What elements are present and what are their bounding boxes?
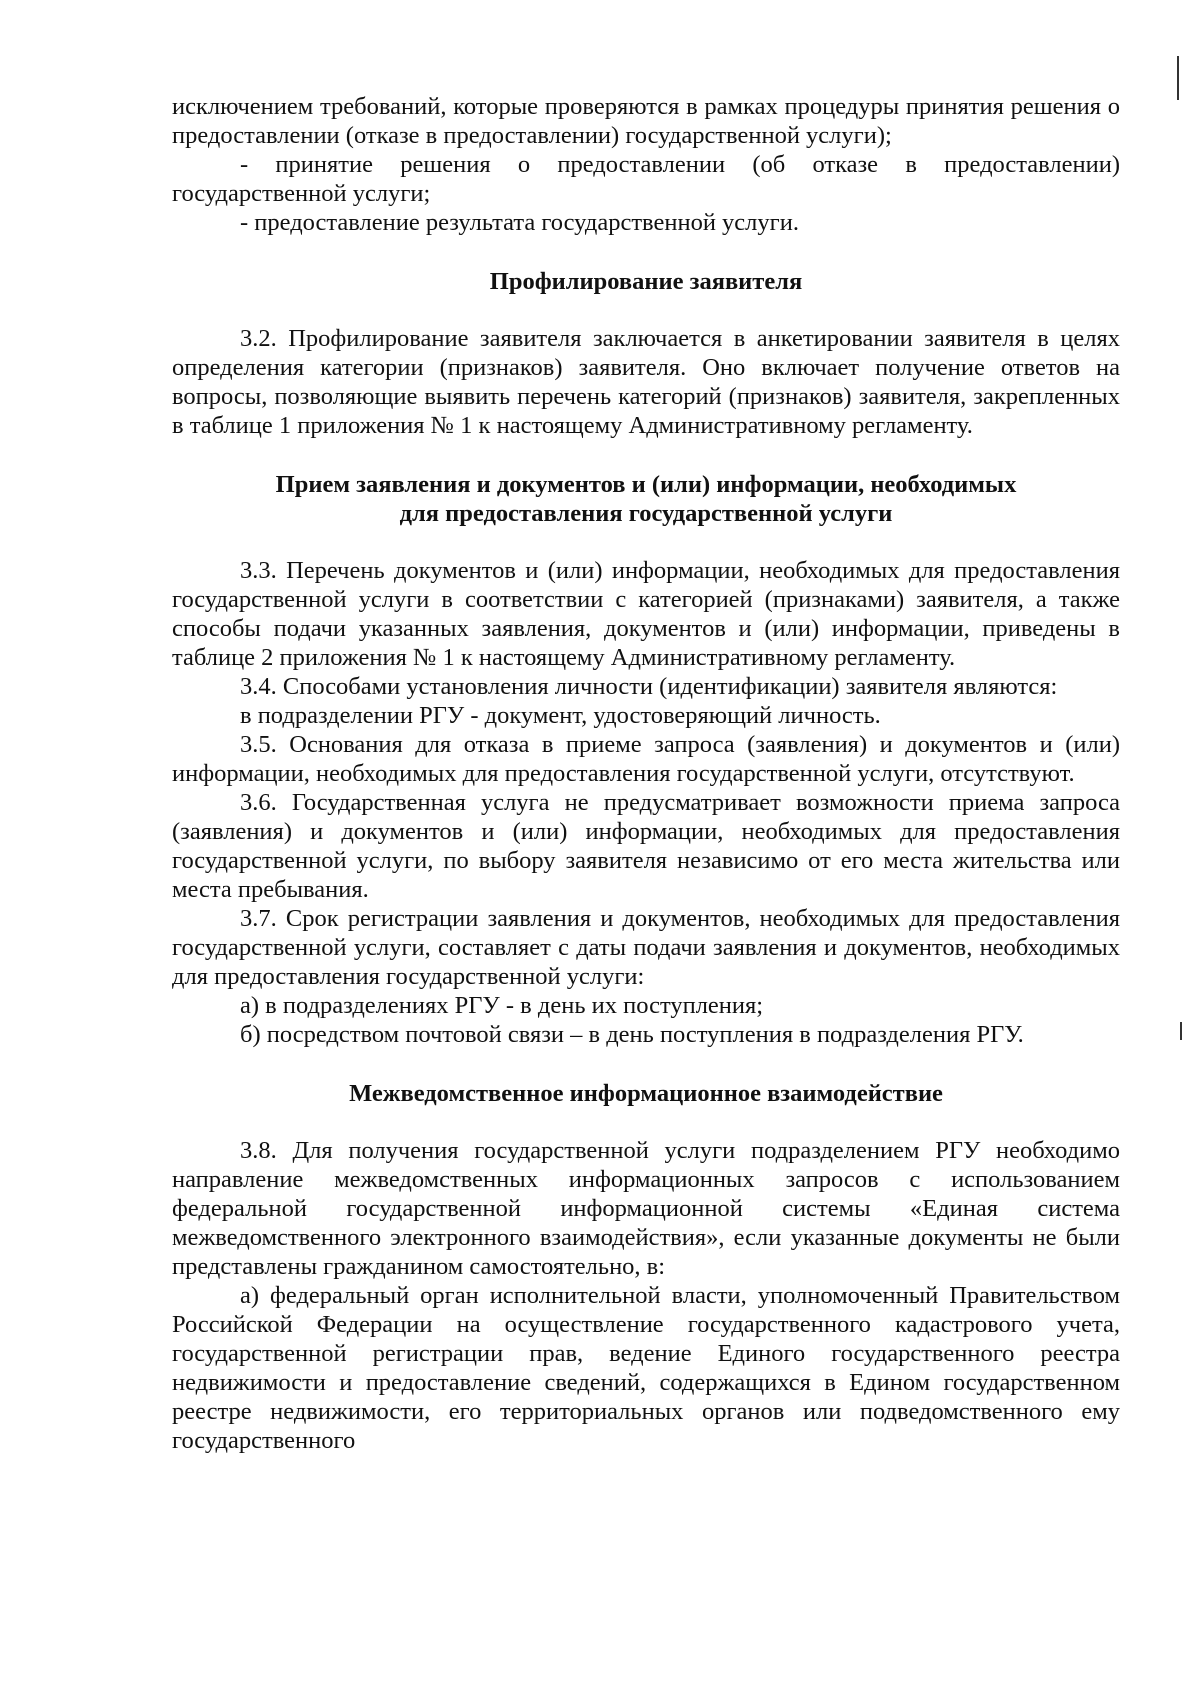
scan-artifact-middle bbox=[1180, 1022, 1182, 1040]
paragraph-decision-step: - принятие решения о предоставлении (об отказе в предоставлении) государственной услуги; bbox=[172, 151, 1120, 207]
paragraph-3-4: 3.4. Способами установления личности (идентификации) заявителя являются: bbox=[240, 673, 1058, 700]
paragraph-3-6: 3.6. Государственная услуга не предусматривает возможности приема запроса (заявления) и документов и (или) информации, необходимых для предоставления государственной услуги, по выбору заявителя независимо от его места жительства или места пребывания. bbox=[172, 789, 1120, 903]
paragraph-3-8: 3.8. Для получения государственной услуги подразделением РГУ необходимо направление межведомственных информационных запросов с использованием федеральной государственной информационной системы «Единая система межведомственного электронного взаимодействия», если указанные документы не были представлены гражданином самостоятельно, в: bbox=[172, 1137, 1120, 1280]
paragraph-3-3: 3.3. Перечень документов и (или) информации, необходимых для предоставления государственной услуги в соответствии с категорией (признаками) заявителя, а также способы подачи указанных заявления, документов и (или) информации, приведены в таблице 2 приложения № 1 к настоящему Административному регламенту. bbox=[172, 557, 1120, 671]
paragraph-3-7-a: а) в подразделениях РГУ - в день их поступления; bbox=[240, 992, 764, 1019]
paragraph-3-7: 3.7. Срок регистрации заявления и документов, необходимых для предоставления государственной услуги, составляет с даты подачи заявления и документов, необходимых для предоставления государственной услуги: bbox=[172, 905, 1120, 990]
document-page bbox=[172, 92, 1120, 1455]
paragraph-3-4-continuation: в подразделении РГУ - документ, удостоверяющий личность. bbox=[240, 702, 881, 729]
paragraph-intro-continuation: исключением требований, которые проверяются в рамках процедуры принятия решения о предоставлении (отказе в предоставлении) государственной услуги); bbox=[172, 93, 1120, 149]
heading-interagency: Межведомственное информационное взаимодействие bbox=[349, 1080, 943, 1107]
paragraph-3-7-b: б) посредством почтовой связи – в день поступления в подразделения РГУ. bbox=[240, 1021, 1024, 1048]
heading-reception-line-2: для предоставления государственной услуги bbox=[399, 500, 893, 527]
heading-reception-line-1: Прием заявления и документов и (или) информации, необходимых bbox=[275, 471, 1017, 498]
heading-profiling: Профилирование заявителя bbox=[489, 268, 803, 295]
heading-reception bbox=[172, 470, 1120, 528]
scan-artifact-top bbox=[1177, 56, 1179, 100]
paragraph-3-8-a: а) федеральный орган исполнительной власти, уполномоченный Правительством Российской Федерации на осуществление государственного кадастрового учета, государственной регистрации прав, ведение Единого государственного реестра недвижимости и предоставление сведений, содержащихся в Едином государственном реестре недвижимости, его территориальных органов или подведомственного ему государственного bbox=[172, 1282, 1120, 1454]
paragraph-3-5: 3.5. Основания для отказа в приеме запроса (заявления) и документов и (или) информации, необходимых для предоставления государственной услуги, отсутствуют. bbox=[172, 731, 1120, 787]
paragraph-3-2: 3.2. Профилирование заявителя заключается в анкетировании заявителя в целях определения категории (признаков) заявителя. Оно включает получение ответов на вопросы, позволяющие выявить перечень категорий (признаков) заявителя, закрепленных в таблице 1 приложения № 1 к настоящему Административному регламенту. bbox=[172, 325, 1120, 439]
paragraph-result-step: - предоставление результата государственной услуги. bbox=[240, 209, 799, 236]
